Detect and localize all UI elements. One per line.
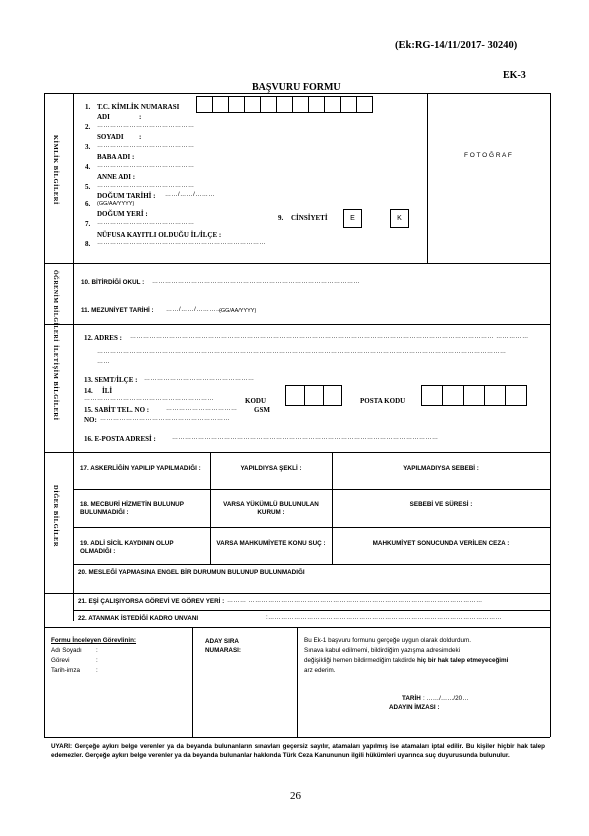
dogum-yeri-field[interactable]: ……………………………………… (97, 220, 195, 226)
esi-gorevi-field[interactable]: ……… ……………………………………………………………………………………………… (227, 598, 483, 604)
soyadi-field[interactable]: ……………………………………… (97, 143, 195, 149)
sabit-tel-field[interactable]: …………………………… (166, 406, 238, 412)
item-number: 3. (85, 143, 91, 151)
il-field[interactable]: …………………………………………………… (84, 396, 214, 402)
mezuniyet-label: 11. MEZUNİYET TARİHİ : (81, 307, 154, 314)
mahkumiyet-sonucu-label: MAHKUMİYET SONUCUNDA VERİLEN CEZA : (372, 540, 510, 547)
gender-male-box[interactable]: E (343, 209, 362, 228)
anne-adi-label: ANNE ADI : (97, 173, 136, 181)
aday-sira-label: ADAY SIRA NUMARASI: (205, 638, 242, 654)
beyan-line-2: Sınava kabul edilmemi, bildirdiğim yazışma adresimdeki (304, 647, 461, 654)
tarih-label: TARİH (402, 695, 421, 702)
baba-adi-label: BABA ADI : (97, 153, 135, 161)
sebebi-suresi-label: SEBEBİ VE SÜRESİ : (409, 501, 473, 508)
page-number: 26 (290, 790, 301, 802)
gsm-field[interactable]: …………………………………………………… (100, 416, 230, 422)
yapilmadiysa-label: YAPILMADIYSA SEBEBİ : (403, 465, 479, 472)
soyadi-label: SOYADI (97, 133, 124, 141)
askerlik-label: 17. ASKERLİĞİN YAPILIP YAPILMADIĞI : (80, 465, 201, 472)
section-ogrenim: ÖĞRENİM BİLGİLERİ (52, 270, 58, 343)
form-title: BAŞVURU FORMU (252, 82, 341, 93)
date-format-hint: (GG/AA/YYYY) (97, 201, 135, 207)
mezuniyet-field[interactable]: ……/……/………… (166, 307, 223, 313)
meslek-engel-label: 20. MESLEĞİ YAPMASINA ENGEL BİR DURUMUN BULUNUP BULUNMADIĞI (78, 569, 305, 576)
cinsiyet-label: CİNSİYETİ (291, 214, 328, 222)
adli-sicil-label: 19. ADLİ SİCİL KAYDININ OLUP OLMADIĞI : (80, 540, 174, 555)
semt-label: 13. SEMT/İLÇE : (84, 376, 138, 384)
varsa-mahkumiyet-label: VARSA MAHKUMİYETE KONU SUÇ : (216, 540, 326, 547)
inceleyen-title: Formu İnceleyen Görevlinin: (51, 637, 137, 644)
nufus-label: NÜFUSA KAYITLI OLDUĞU İL/İLÇE : (97, 231, 222, 239)
posta-kodu-label: POSTA KODU (360, 397, 406, 405)
adi-field[interactable]: ……………………………………… (97, 123, 195, 129)
photo-area[interactable]: F O T O Ğ R A F (464, 152, 512, 159)
baba-adi-field[interactable]: ……………………………………… (97, 163, 195, 169)
semt-field[interactable]: …………………………………………… (144, 376, 255, 382)
item-number: 2. (85, 123, 91, 131)
adres-field-2[interactable]: ……………………………………………………………………………………………………………………………………………………………………… (97, 349, 507, 355)
colon: : (96, 667, 98, 674)
sabit-tel-label: 15. SABİT TEL. NO : (84, 406, 150, 414)
mecburi-label: 18. MECBURİ HİZMETİN BULUNUP BULUNMADIĞI : (80, 501, 184, 516)
warning-text: UYARI: Gerçeğe aykırı belge verenler ya da beyanda bulunanların sınavları geçersiz sayılır, atamaları yapılmış ise atamaları iptal edilir. Bu kişiler hiçbir hak talep edemezler. Gerçeğe aykırı belge verenler ya da beyanda bulunanlar hakkında Türk Ceza Kanununun ilgili hükümleri uyarınca suç duyurusunda bulunulur. (51, 743, 545, 759)
item-number: 6. (85, 200, 91, 208)
colon: : (96, 647, 98, 654)
okul-label: 10. BİTİRDİĞİ OKUL : (81, 279, 145, 286)
anne-adi-field[interactable]: ……………………………………… (97, 183, 195, 189)
dogum-yeri-label: DOĞUM YERİ : (97, 210, 148, 218)
il-kodu-label: KODU (245, 397, 266, 405)
colon: : (139, 113, 142, 121)
item-number: 14. (84, 387, 93, 395)
adres-label: 12. ADRES : (84, 334, 122, 342)
item-number: 1. (85, 103, 91, 111)
okul-field[interactable]: …………………………………………………………………………………… (152, 279, 360, 285)
mezuniyet-format-hint: (GG/AA/YYYY) (219, 308, 257, 314)
dogum-tarihi-label: DOĞUM TARİHİ : (97, 192, 156, 200)
gender-female-box[interactable]: K (390, 209, 409, 228)
adres-field-1[interactable]: …………………………………………………………………………………………………………………………………………………… …………… (130, 334, 529, 340)
atanmak-label: 22. ATANMAK İSTEDİĞİ KADRO UNVANI (78, 615, 199, 622)
inceleyen-tarih-imza: Tarih-imza (51, 667, 81, 674)
gsm-no-label: NO: (84, 416, 97, 424)
beyan-line-4: arz ederim. (304, 667, 336, 674)
adres-field-3[interactable]: …… (97, 359, 110, 365)
item-number: 5. (85, 183, 91, 191)
inceleyen-adi-soyadi: Adı Soyadı (51, 647, 82, 654)
inceleyen-gorevi: Görevi (51, 657, 70, 664)
section-iletisim: İLETİŞİM BİLGİLERİ (52, 345, 59, 421)
adayin-imzasi-label: ADAYIN İMZASI : (389, 704, 440, 711)
atanmak-field[interactable]: :……………………………………………………………………………………………… (266, 615, 503, 621)
annex-label: EK-3 (503, 70, 526, 81)
nufus-field[interactable]: …………………………………………………………………… (97, 240, 266, 246)
yapildiysa-label: YAPILDIYSA ŞEKLİ : (240, 465, 302, 472)
il-label: İLİ (102, 387, 113, 395)
beyan-line-3 (304, 657, 508, 664)
tc-label: T.C. KİMLİK NUMARASI (97, 103, 180, 111)
section-kimlik: KİMLİK BİLGİLERİ (52, 135, 59, 205)
item-number: 9. (278, 214, 284, 222)
adi-label: ADI (97, 113, 110, 121)
eposta-label: 16. E-POSTA ADRESİ : (84, 435, 156, 443)
beyan-line-3a: değişikliği hemen bildirmediğim takdirde (304, 657, 418, 664)
item-number: 7. (85, 220, 91, 228)
eposta-field[interactable]: …………………………………………………………………………………………………………… (172, 435, 439, 441)
tarih-field[interactable]: : ……/……/20… (423, 695, 469, 702)
regulation-reference: (Ek:RG-14/11/2017- 30240) (395, 40, 518, 51)
item-number: 4. (85, 163, 91, 171)
colon: : (139, 133, 142, 141)
item-number: 8. (85, 240, 91, 248)
beyan-line-1: Bu Ek-1 başvuru formunu gerçeğe uygun olarak doldurdum. (304, 637, 471, 644)
dogum-tarihi-field[interactable]: ……/……/……… (165, 192, 215, 198)
esi-gorevi-label: 21. EŞİ ÇALIŞIYORSA GÖREVİ VE GÖREV YERİ : (78, 598, 225, 605)
beyan-line-3b: hiç bir hak talep etmeyeceğimi (417, 657, 509, 664)
gsm-label: GSM (254, 406, 270, 414)
colon: : (96, 657, 98, 664)
varsa-yukumlu-label: VARSA YÜKÜMLÜ BULUNULAN KURUM : (223, 501, 319, 516)
section-diger: DİĞER BİLGİLER (52, 485, 59, 548)
